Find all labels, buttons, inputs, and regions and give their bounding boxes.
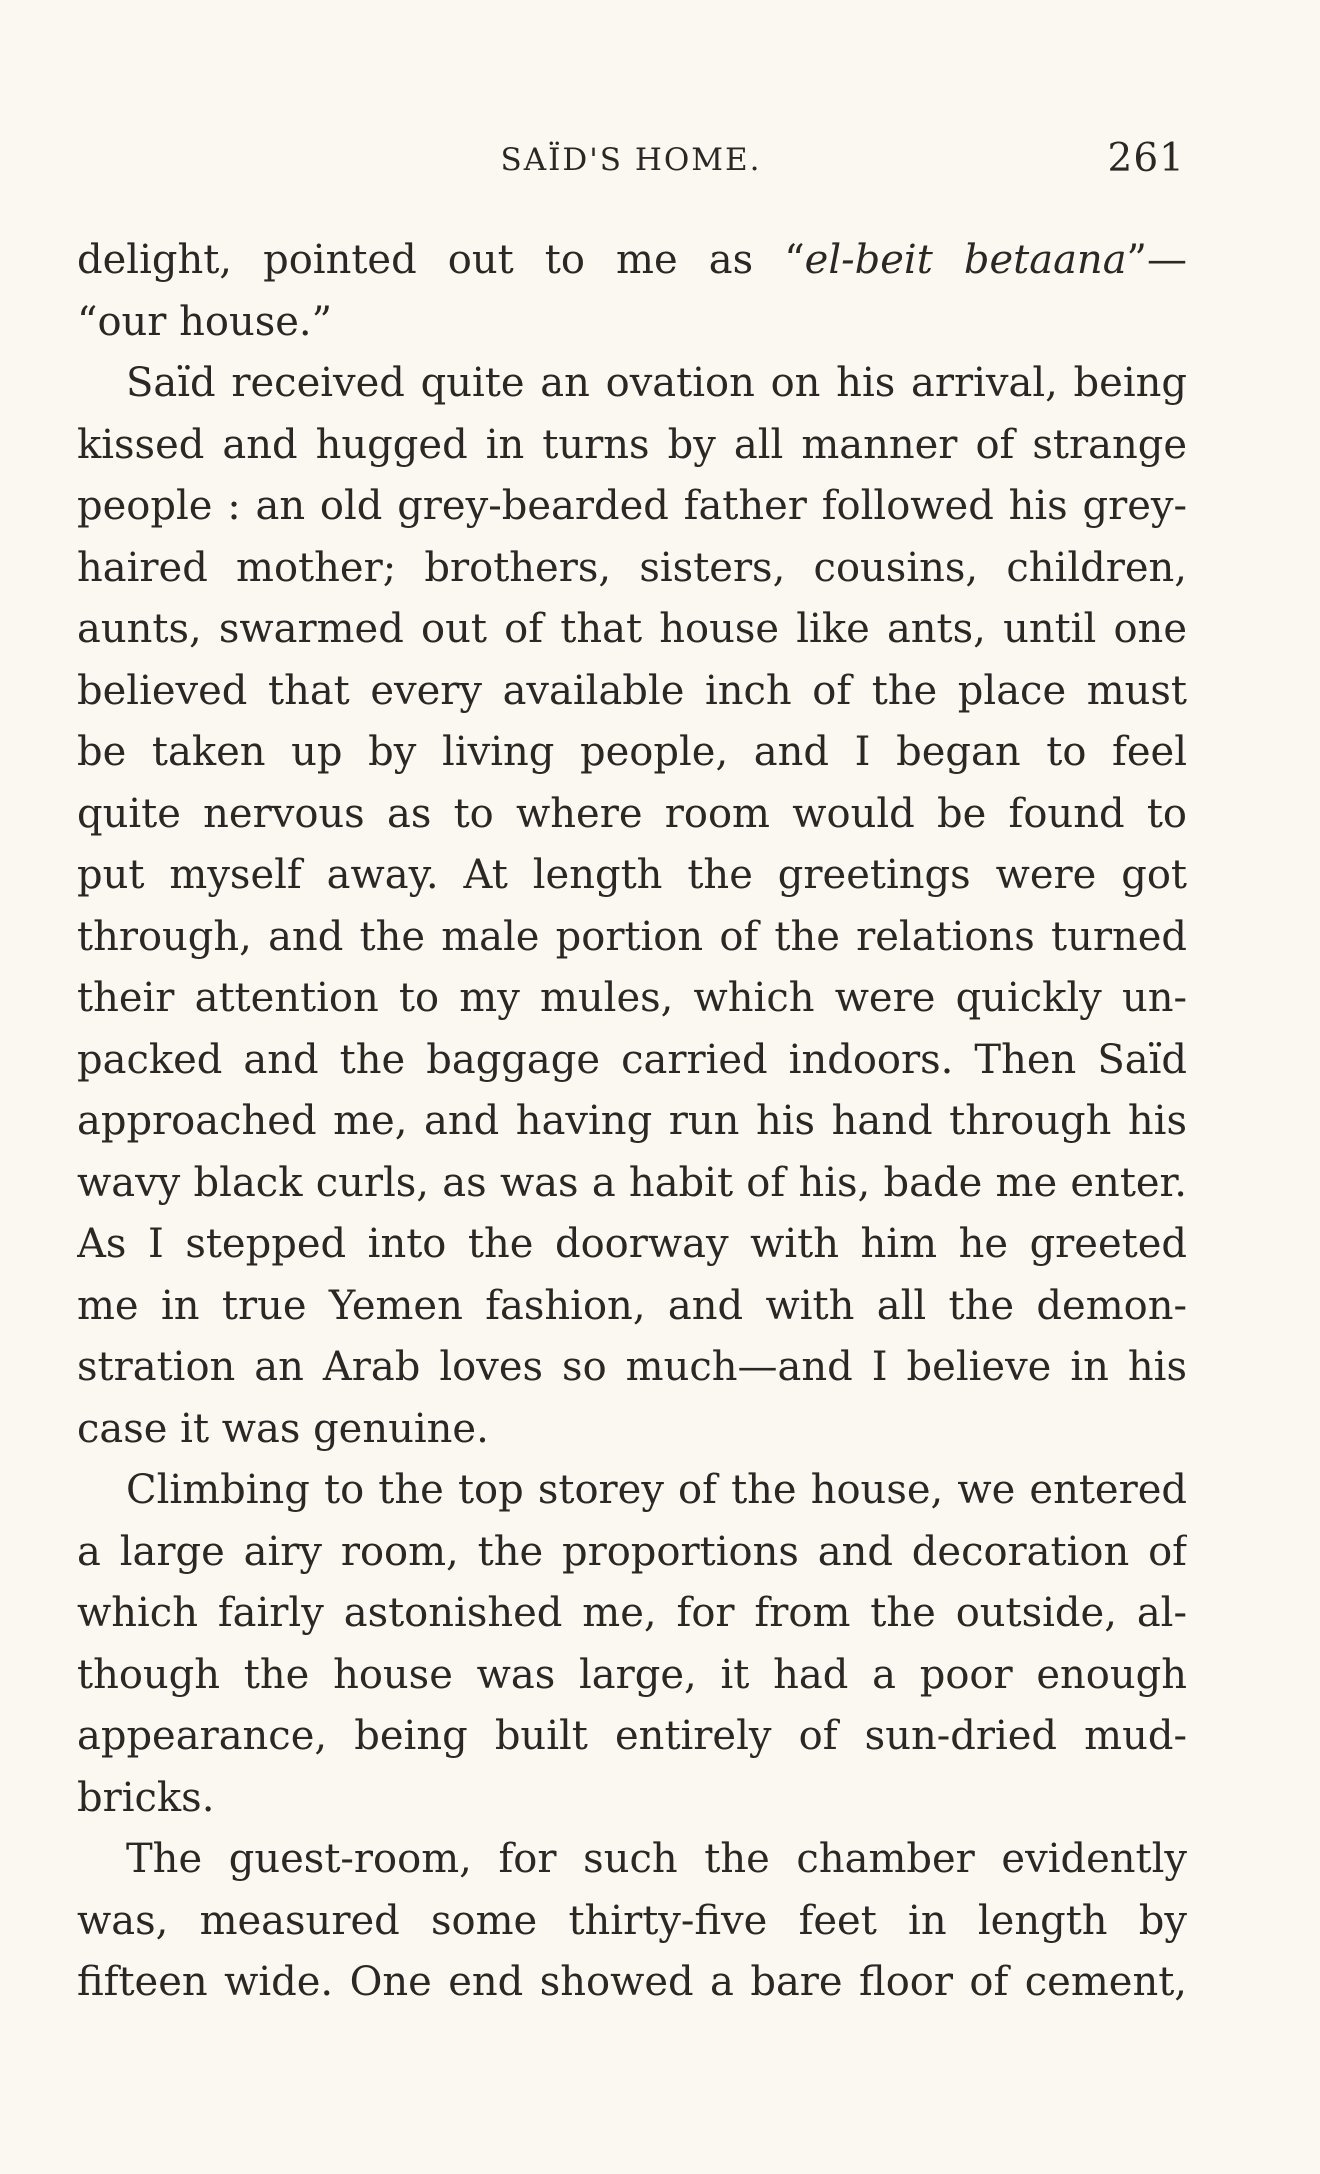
text-line: case it was genuine. <box>77 1405 489 1452</box>
text-line: me in true Yemen fashion, and with all the demon- <box>77 1282 1187 1329</box>
text-line: packed and the baggage carried indoors. Then Saïd <box>77 1036 1187 1083</box>
text-line <box>77 230 1187 292</box>
text-line: fifteen wide. One end showed a bare floor of cement, <box>77 1959 1187 2005</box>
page-number: 261 <box>1107 136 1185 181</box>
text-line: quite nervous as to where room would be found to <box>77 790 1187 837</box>
text-line: wavy black curls, as was a habit of his, bade me enter. <box>77 1159 1187 1206</box>
text-line: “our house.” <box>77 298 333 345</box>
text-line: bricks. <box>77 1774 215 1821</box>
text-line: kissed and hugged in turns by all manner of strange <box>77 421 1187 468</box>
text-line: approached me, and having run his hand through his <box>77 1098 1187 1144</box>
text-line: though the house was large, it had a poor enough <box>77 1651 1187 1698</box>
running-title: SAÏD'S HOME. <box>500 142 762 178</box>
paragraph-start-line: The guest-room, for such the chamber evidently <box>126 1836 1187 1882</box>
text-line: believed that every available inch of the place must <box>77 667 1187 714</box>
running-head <box>77 136 1185 186</box>
text-line: a large airy room, the proportions and decoration of <box>77 1528 1187 1575</box>
text-line: people : an old grey-bearded father followed his grey- <box>77 483 1187 529</box>
text-line: appearance, being built entirely of sun-dried mud- <box>77 1713 1187 1759</box>
text-line: which fairly astonished me, for from the outside, al- <box>77 1590 1187 1636</box>
text-run: ”— <box>1126 237 1187 283</box>
text-line: their attention to my mules, which were quickly un- <box>77 975 1187 1021</box>
text-run: delight, pointed out to me as “ <box>77 237 805 283</box>
paragraph-start-line: Climbing to the top storey of the house, we entered <box>126 1467 1187 1513</box>
text-line: was, measured some thirty-five feet in length by <box>77 1897 1187 1944</box>
text-line: aunts, swarmed out of that house like ants, until one <box>77 606 1187 652</box>
body-text <box>77 230 1187 2014</box>
text-line: haired mother; brothers, sisters, cousins, children, <box>77 544 1187 591</box>
text-line: through, and the male portion of the relations turned <box>77 913 1187 960</box>
text-line: be taken up by living people, and I began to feel <box>77 729 1187 775</box>
text-line: As I stepped into the doorway with him he greeted <box>77 1221 1187 1267</box>
text-line: put myself away. At length the greetings were got <box>77 852 1187 898</box>
text-line: stration an Arab loves so much—and I believe in his <box>77 1344 1187 1390</box>
paragraph-start-line: Saïd received quite an ovation on his arrival, being <box>126 360 1187 406</box>
italic-phrase: el-beit betaana <box>804 237 1127 283</box>
